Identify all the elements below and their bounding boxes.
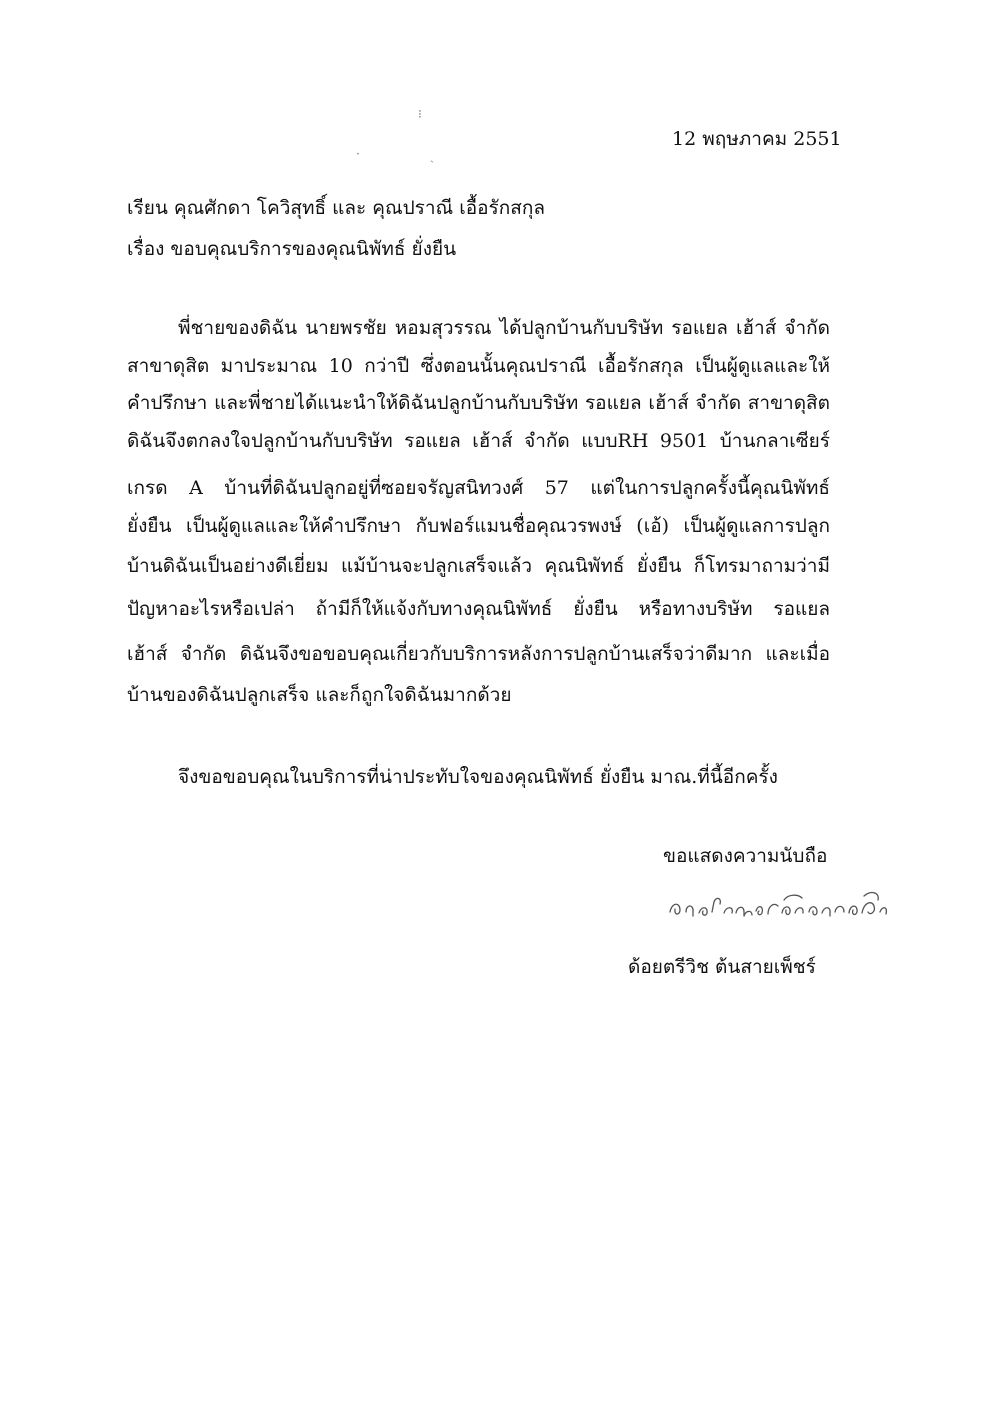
scan-speck: ⁝ [418, 107, 422, 121]
signer-name: ด้อยตรีวิช ต้นสายเพ็ชร์ [628, 956, 816, 978]
body-line: ดิฉันจึงตกลงใจปลูกบ้านกับบริษัท รอแยล เฮ้าส์ จำกัด แบบRH 9501 บ้านกลาเซียร์ [127, 430, 830, 452]
body-line: คำปรึกษา และพี่ชายได้แนะนำให้ดิฉันปลูกบ้านกับบริษัท รอแยล เฮ้าส์ จำกัด สาขาดุสิต [127, 392, 830, 414]
body-line: ปัญหาอะไรหรือเปล่า ถ้ามีก็ให้แจ้งกับทางคุณนิพัทธ์ ยั่งยืน หรือทางบริษัท รอแยล [127, 598, 830, 620]
handwritten-signature [664, 882, 894, 926]
body-line: เฮ้าส์ จำกัด ดิฉันจึงขอขอบคุณเกี่ยวกับบริการหลังการปลูกบ้านเสร็จว่าดีมาก และเมื่อ [127, 643, 830, 665]
body-line: บ้านของดิฉันปลูกเสร็จ และก็ถูกใจดิฉันมากด้วย [127, 684, 512, 706]
body-line: พี่ชายของดิฉัน นายพรชัย หอมสุวรรณ ได้ปลูกบ้านกับบริษัท รอแยล เฮ้าส์ จำกัด [178, 317, 830, 339]
letter-recipient: เรียน คุณศักดา โควิสุทธิ์ และ คุณปราณี เอื้อรักสกุล [127, 197, 545, 219]
body-line: สาขาดุสิต มาประมาณ 10 กว่าปี ซึ่งตอนนั้นคุณปราณี เอื้อรักสกุล เป็นผู้ดูแลและให้ [127, 355, 830, 377]
body-line: บ้านดิฉันเป็นอย่างดีเยี่ยม แม้บ้านจะปลูกเสร็จแล้ว คุณนิพัทธ์ ยั่งยืน ก็โทรมาถามว่ามี [127, 555, 830, 577]
scan-speck: · [356, 147, 360, 161]
scan-speck: ˎ [430, 149, 434, 163]
closing-line: จึงขอขอบคุณในบริการที่น่าประทับใจของคุณนิพัทธ์ ยั่งยืน มาณ.ที่นี้อีกครั้ง [178, 766, 778, 788]
sign-off: ขอแสดงความนับถือ [663, 845, 828, 867]
letter-date: 12 พฤษภาคม 2551 [672, 128, 842, 150]
body-line: ยั่งยืน เป็นผู้ดูแลและให้คำปรึกษา กับฟอร์แมนชื่อคุณวรพงษ์ (เอ้) เป็นผู้ดูแลการปลูก [127, 515, 830, 537]
letter-subject: เรื่อง ขอบคุณบริการของคุณนิพัทธ์ ยั่งยืน [127, 238, 457, 260]
body-line: เกรด A บ้านที่ดิฉันปลูกอยู่ที่ซอยจรัญสนิทวงศ์ 57 แต่ในการปลูกครั้งนี้คุณนิพัทธ์ [127, 477, 830, 499]
